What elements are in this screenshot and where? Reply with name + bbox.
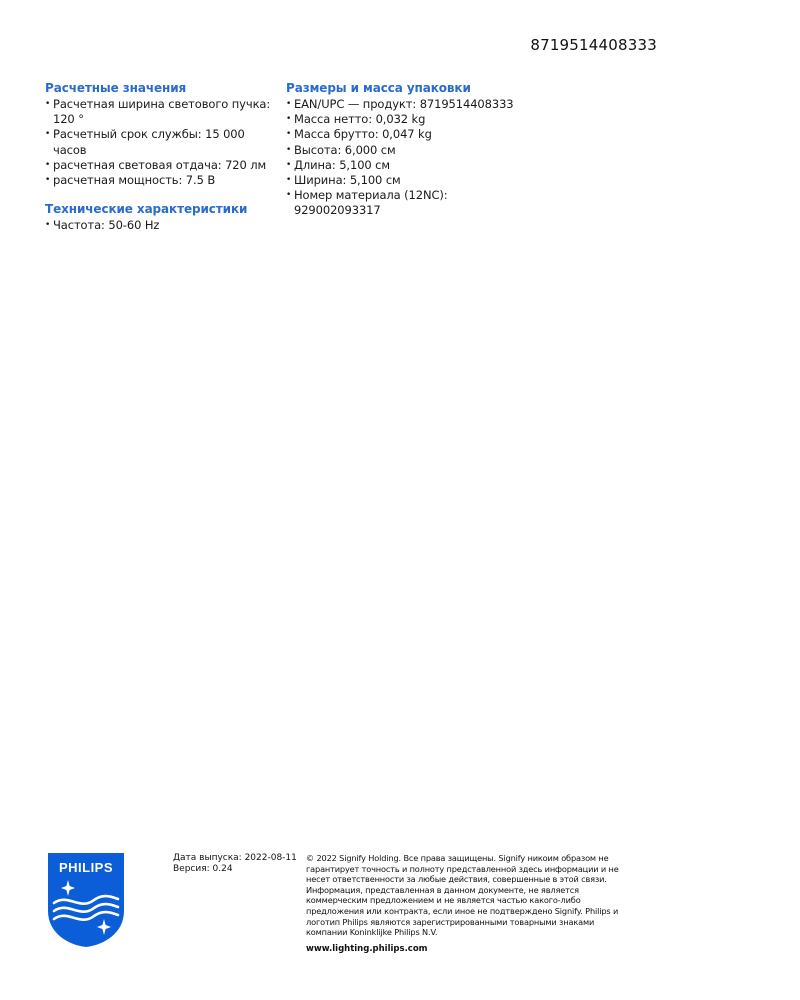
rated-values-title: Расчетные значения bbox=[45, 81, 187, 95]
list-item: • Масса брутто: 0,047 kg bbox=[286, 127, 536, 142]
list-item: • расчетная световая отдача: 720 лм bbox=[45, 158, 280, 173]
list-item: • расчетная мощность: 7.5 В bbox=[45, 173, 280, 188]
list-item: • EAN/UPC — продукт: 8719514408333 bbox=[286, 97, 536, 112]
list-item: • Масса нетто: 0,032 kg bbox=[286, 112, 536, 127]
left-column bbox=[45, 81, 280, 233]
list-item: • Номер материала (12NC): 929002093317 bbox=[286, 188, 536, 218]
legal-disclaimer: © 2022 Signify Holding. Все права защищены. Signify никоим образом не гарантирует точность и полноту представленной здесь информации и не несет ответственности за любые действия, совершенные в этой связи. Информация, представленная в данном документе, не является коммерческим предложением и не является частью какого-либо предложения или контракта, если иное не подтверждено Signify. Philips и логотип Philips являются зарегистрированными товарными знаками компании Koninklijke Philips N.V. bbox=[306, 853, 619, 938]
list-item: • Расчетная ширина светового пучка: 120 ° bbox=[45, 97, 280, 127]
philips-shield-logo bbox=[48, 853, 124, 947]
website-link[interactable]: www.lighting.philips.com bbox=[306, 944, 428, 954]
technical-specs-title: Технические характеристики bbox=[45, 202, 248, 217]
document-version: Версия: 0.24 bbox=[173, 864, 233, 874]
technical-specs-list bbox=[45, 218, 280, 233]
packaging-title: Размеры и масса упаковки bbox=[286, 81, 471, 95]
logo-wordmark: PHILIPS bbox=[58, 860, 114, 875]
packaging-list bbox=[286, 97, 536, 219]
product-ean-header: 8719514408333 bbox=[530, 36, 657, 54]
list-item: • Ширина: 5,100 см bbox=[286, 173, 536, 188]
rated-values-list bbox=[45, 97, 280, 188]
release-date: Дата выпуска: 2022-08-11 bbox=[173, 853, 297, 863]
list-item: • Высота: 6,000 см bbox=[286, 143, 536, 158]
list-item: • Частота: 50-60 Hz bbox=[45, 218, 280, 233]
right-column bbox=[286, 81, 536, 219]
release-info bbox=[173, 853, 297, 875]
list-item: • Расчетный срок службы: 15 000 часов bbox=[45, 127, 280, 157]
list-item: • Длина: 5,100 см bbox=[286, 158, 536, 173]
